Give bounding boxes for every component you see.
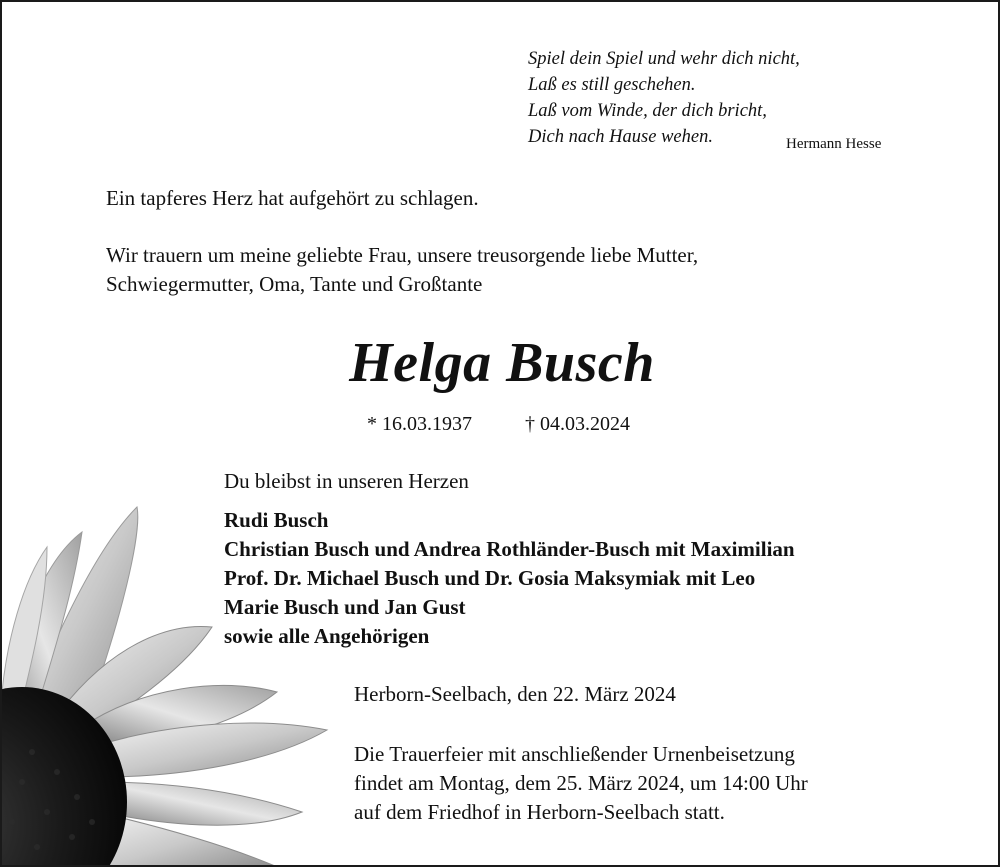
poem-author: Hermann Hesse (786, 136, 882, 152)
poem-line: Dich nach Hause wehen. (528, 127, 713, 147)
ceremony-line: findet am Montag, dem 25. März 2024, um 14:00 Uhr (354, 771, 808, 795)
poem (528, 46, 882, 152)
ceremony-line: auf dem Friedhof in Herborn-Seelbach statt. (354, 800, 725, 824)
birth-date: * 16.03.1937 (367, 413, 472, 435)
mourner-name: Christian Busch und Andrea Rothländer-Busch mit Maximilian (224, 537, 795, 561)
poem-line: Laß es still geschehen. (528, 75, 696, 95)
mourner-name: sowie alle Angehörigen (224, 624, 430, 648)
place-date: Herborn-Seelbach, den 22. März 2024 (354, 682, 676, 706)
farewell-text: Du bleibst in unseren Herzen (224, 469, 469, 493)
poem-line: Laß vom Winde, der dich bricht, (528, 101, 767, 121)
deceased-name: Helga Busch (349, 332, 655, 394)
mourner-name: Rudi Busch (224, 508, 329, 532)
mourner-name: Prof. Dr. Michael Busch und Dr. Gosia Maksymiak mit Leo (224, 566, 756, 590)
intro-text: Ein tapferes Herz hat aufgehört zu schlagen. (106, 186, 479, 210)
ceremony-line: Die Trauerfeier mit anschließender Urnenbeisetzung (354, 742, 795, 766)
mourning-line: Schwiegermutter, Oma, Tante und Großtante (106, 272, 483, 296)
mourning-line: Wir trauern um meine geliebte Frau, unsere treusorgende liebe Mutter, (106, 243, 699, 267)
death-date: † 04.03.2024 (525, 413, 630, 435)
mourner-name: Marie Busch und Jan Gust (224, 595, 466, 619)
poem-line: Spiel dein Spiel und wehr dich nicht, (528, 49, 800, 69)
